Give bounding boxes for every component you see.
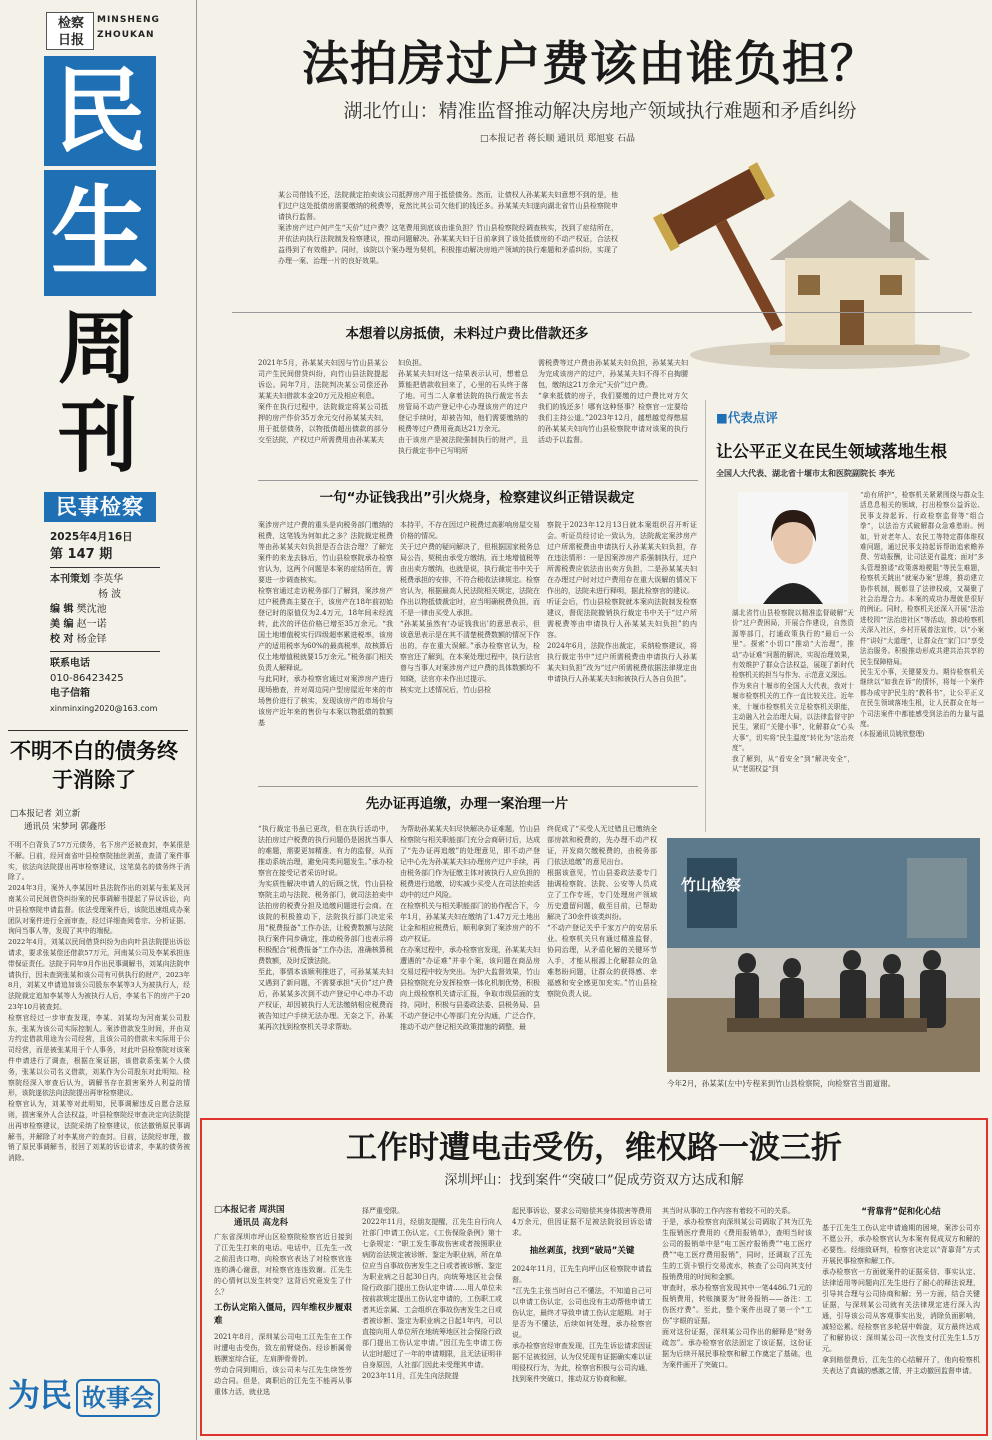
section2-col1: 案涉房产过户费的重头是向税务部门缴纳的税费，这笔钱为何如此之多？法院裁定税费等由孙某某夫妇负担是否合法合理？了解完案件的来龙去脉后，竹山县检察院承办检察官认为，这两个问题是本案的症结所在，需要进一步调查核实。 检察官通过走访税务部门了解到，案涉房产过户税费高主要在于，该房产在18年前初始登记时的原值仅为2.4万元，18年间未经流转，此次的评估价格已增至35万余元。“我国土地增值税实行四级超率累进税率，该房产的适用税率为60%的最高税率，故核算后仅土地增值税就要15万余元。”税务部门相关负责人解释说。 与此同时，承办检察官通过对案涉房产进行现场勘查，并对周边同户型房屋近年来的市场售价进行了核实，发现该房产的市场价与该房产近年来的售价与本案以物抵债的数额基 [258,521,393,727]
story2-col5-heading: “背靠背”促和化心结 [861,1207,941,1217]
comment-author: 全国人大代表、湖北省十堰市太和医院副院长 李光 [716,469,895,478]
story2-col4: 其当时从事的工作内容有着较不可的关系。 于是，承办检察官向深圳某公司调取了其为江先生报销医疗费用的《费用报销单》，查明当时该公司的报销单中是“电工医疗报销费”“电工医疗费”“电工医疗费用报销”，同时，还调取了江先生的工资卡银行交易流水，核查了公司向其支付报销费用的时间和金额。 审查时，承办检察官发现其中一笔4486.71元的报销费用，转账摘要为“财务报销——备注：工伤医疗费”。至此，整个案件出现了第一个“工伤”字眼的证据。 面对这份证据，深圳某公司作出的解释是“财务疏忽”。承办检察官依法固定了该证据，这份证据为后续开展民事检察和解工作奠定了基础，也为案件画开了突破口。 [662,1207,812,1369]
gavel-house-icon [620,140,980,380]
masthead-logo [46,12,94,50]
photo-caption: 今年2月，孙某某(左中)专程来到竹山县检察院，向检察官当面道谢。 [667,1079,896,1088]
story2-subtitle: 深圳坪山：找到案件“突破口”促成劳资双方达成和解 [444,1173,744,1188]
comment-title: 让公平正义在民生领域落地生根 [716,442,947,461]
bottom-logo [8,1372,178,1418]
section2-col2: 本持平，不存在因过户税费过高影响房屋交易价格的情况。 关于过户费的疑问解决了，但根据国家税务总局公告，契税由承受方缴纳，而土地增值税等由出卖方缴纳，也就是说，执行裁定书中关于税费承担的安排，不符合税收法律规定。检察官认为，根据最高人民法院相关规定，法院在作出以物抵债裁定时，应当明确税费负担，而不是一律由买受人承担。 “孙某某虽然有‘办证钱我出’的意思表示，但该意思表示是在其不清楚税费数额的情况下作出的，存在重大误解。”承办检察官认为，检察官还了解到，在本案处理过程中，执行法官曾与当事人对案涉房产过户费的具体数额均不知晓，法官亦未作出过提示。 核实完上述情况后，竹山县检 [400,521,540,694]
story2-col2: 择严重受限。 2022年11月，经朋友提醒，江先生自行向人社部门申请工伤认定。《工伤保险条例》第十七条规定：“职工发生事故伤害或者按照职业病防治法规定被诊断、鉴定为职业病，所在单位应当自事故伤害发生之日或者被诊断、鉴定为职业病之日起30日内，向统筹地区社会保险行政部门提出工伤认定申请……用人单位未按前款规定提出工伤认定申请的，工伤职工或者其近亲属、工会组织在事故伤害发生之日或者被诊断、鉴定为职业病之日起1年内，可以直接向用人单位所在地统筹地区社会保险行政部门提出工伤认定申请。”因江先生申请工伤认定时超过了一年的申请期限，且无法证明非自身原因，人社部门因此未受理其申请。 2023年11月，江先生向法院提 [362,1207,502,1380]
bottom-logo-part1: 为民 [8,1376,73,1414]
section2-heading: 一句“办证钱我出”引火烧身，检察建议纠正错误裁定 [319,490,635,506]
email-value: xinminxing2020@163.com [50,704,158,713]
left-story-byline: □本报记者 刘立新 通讯员 宋梦珂 郭鑫彤 [10,809,106,832]
masthead-en-2: ZHOUKAN [97,30,155,40]
story2-byline: □本报记者 周洪国 通讯员 高龙科 [214,1205,288,1228]
section-badge: 民事检察 [44,492,156,522]
comment-col-right: “动有所护”，检察机关紧紧围绕与群众生活息息相关的领域，打出检察公益诉讼、民事支持起诉、行政检察监督等“组合拳”，以法治方式破解群众急难愁盼。例如，针对老年人、农民工等特定群体维权难问题，通过民事支持起诉帮助追索赡养费、劳动报酬，让司法更有温度；面对“多头管理推诿”政策落地梗阻“等民生难题，检察机关跳出“就案办案”思维，推动建立协作机制，既彰显了法律权威，又凝聚了社会治理合力。本案的成功办理就是很好的例证。同时，检察机关还深入开展“法治进校园”“法治进社区”等活动，推动检察机关深入社区，乡村开展普法宣传，以“小案件”讲好“大道理”，让群众在“家门口”享受法治服务。积极推动形成共建共治共享的民生保障格局。 民生无小事，关键要发力。期待检察机关继续以“如我在诉”的情怀，将每一个案件都办成守护民生的“教科书”，让公平正义在民生领域落地生根，让人民群众在每一个司法案件中都能感受到法治的力量与温度。 (本报通讯员姚欣整理) [860,491,984,739]
story2-col3-heading: 抽丝剥茧，找到“破局”关键 [529,1246,635,1256]
photo-overlay-text: 竹山检察 [681,876,742,894]
left-story-body: 不明不白背负了57万元债务，名下房产还被查封，李某很是不解。日前，经河南省叶县检察院抽丝剥茧，查清了案件事实，依法向法院提出再审检察建议，这笔莫名的债务终于消除了。 2024年3月，案外人李某因叶县法院作出的刘某与张某及河南某公司民间借贷纠纷案的民事调解书提起了异议诉讼，向叶县检察院申请监督。依法受理案件后，该院迅速组成办案团队对案件进行全面审查，经过详细查阅卷宗、分析证据、询问当事人等，发现了其中的端倪。 2022年4月，刘某以民间借贷纠纷为由向叶县法院提出诉讼请求，要求张某偿还借款57万元，河南某公司及李某承担连带保证责任。法院于同年9月作出民事调解书，刘某向法院申请执行，因未查到张某和该公司有可供执行的财产，2023年8月，刘某又申请追加该公司股东李某等3人为被执行人，经法院裁定追加李某等人为被执行人后，李某名下的房产于2023年10月被查封。 检察官经过一步审查发现，李某、刘某均为河南某公司股东，张某为该公司实际控制人。案涉借款发生时间，并由双方约定借款用途为公司经营，且该公司的借款未实际用于公司经营，而是被张某用于个人事务，对此叶县检察院对该案件申请进行了调查，根据在案证据，该借款系张某个人债务，张某以公司名义借款，刘某作为公司股东对此明知。检察院经深入审查后认为，调解书存在损害案外人利益的情形，该院遂依法向法院提出再审检察建议。 检察官认为，刘某等对此明知，民事调解违反自愿合法原则，损害案外人合法权益，叶县检察院经审查决定向法院提出再审检察建议，法院采纳了检察建议，依法撤销原民事调解书，并解除了对李某房产的查封。目前，法院经审理，撤销了原民事调解书，驳回了刘某的诉讼请求，李某的债务被消除。 [8,841,190,1163]
masthead-en-1: MINSHENG [97,15,160,25]
issue-info [50,530,160,716]
story2-title: 工作时遭电击受伤，维权路一波三折 [346,1130,842,1166]
credit-row: 本刊策划 李英华 [50,574,124,585]
section1-heading: 本想着以房抵债，未料过户费比借款还多 [345,326,589,342]
main-subtitle: 湖北竹山：精准监督推动解决房地产领域执行难题和矛盾纠纷 [343,100,857,122]
gavel-house-illustration [620,140,980,380]
title-char-zhou: 周 [58,301,138,395]
title-char-kan: 刊 [58,389,138,483]
author-portrait [738,492,848,604]
section1-col1: 2021年5月，孙某某夫妇因与竹山县某公司产生民间借贷纠纷，向竹山县法院提起诉讼。同年7月，法院判决某公司偿还孙某某夫妇借款本金20万元及相应利息。 案件在执行过程中，法院裁定将某公司抵押的房产作价35万余元交付孙某某夫妇，用于抵偿债务，以物抵债超出债款的部分交至法院，产权过户所需费用由孙某某夫 [258,359,388,444]
meeting-photo [667,838,980,1072]
left-column [0,0,196,1440]
section3-col3: 终促成了“买受人无过错且已缴纳全部房款和税费的，先办理不动产权证，开发商欠缴税费的，由税务部门依法追缴”的意见出台。 根据该意见，竹山县委政法委专门抽调检察院、法院、公安等人员成立了工作专班，专门处理房产领域历史遗留问题，截至目前，已帮助解决了30余件该类纠纷。 “不动产登记关乎千家万户的安居乐业。检察机关只有通过精准监督，协同治理，从矛盾化解的关键环节入手，才能从根源上化解群众的急难愁盼问题，让群众的获得感、幸福感和安全感更加充实。”竹山县检察院负责人说。 [547,825,657,998]
main-title: 法拍房过户费该由谁负担？ [302,37,878,92]
section3-col2: 为帮助孙某某夫妇尽快解决办证难题，竹山县检察院与相关职能部门充分会商研讨后，达成了“先办证再追缴”的处理意见，即不动产登记中心先为孙某某夫妇办理房产过户手续，再由税务部门作为征缴主体对被执行人应负担的税费进行追缴，切实减少买受人在司法拍卖活动中的过户风险。 在检察机关与相关职能部门的协作配合下，今年1月，孙某某夫妇在缴纳了1.47万元土地出让金和相应税费后，顺利拿到了案涉房产的不动产权证。 在办案过程中，承办检察官发现，孙某某夫妇遭遇的“办证难”并非个案，该问题在商品房交易过程中较为突出。为护大监督效果，竹山县检察院充分发挥检察一体化机制优势，积极向上级检察机关请示汇报，争取市级层面的支持，同时，积极与县委政法委、县税务局、县不动产登记中心等部门充分沟通，广泛合作，推动不动产登记相关政策措施的调整，最 [400,825,540,1031]
portrait-image [738,492,848,604]
issue-number: 第 147 期 [50,547,113,562]
section2-col3: 察院于2023年12月13日就本案组织召开听证会。听证员经讨论一致认为，法院裁定案涉房产过户所需税费由申请执行人孙某某夫妇负担，存在违法情形：一是因案涉房产系强制执行，过户所需税费应依法由出卖方负担，二是孙某某夫妇在办理过户时对过户费用存在重大误解的情况下作出的，法院未进行释明，据此检察官的建议。 听证会后，竹山县检察院就本案向法院制发检察建议，督促法院撤销执行裁定书中关于“过户所需税费等由申请执行人孙某某夫妇负担”的内容。 2024年6月，法院作出裁定，采纳检察建议，将执行裁定书中“过户所需税费由申请执行人孙某某夫妇负担”改为“过户所需税费依据法律规定由申请执行人孙某某夫妇和被执行人各自负担”。 [547,521,697,683]
contact-label: 联系电话 [50,658,90,669]
issue-date: 2025年4月16日 [50,531,133,543]
credit-row: 校 对 杨金铎 [50,634,107,645]
credit-row: 杨 波 [98,589,122,600]
story2-col1: 广东省深圳市坪山区检察院检察官近日接到了江先生打来的电话。电话中，江先生一改之前沮丧口吻，向检察官表达了对检察官连连的满心谢意，对检察官连连致谢。江先生的心情何以发生转变？这背后究竟发生了什么？ 工伤认定陷入僵局，四年维权步履艰难 2021年8月，深圳某公司电工江先生在工作时遭电击受伤，致左前臂烧伤。经诊断属骨筋膜室综合征，左肩胛骨骨折。 劳动合同到期后，该公司未与江先生续签劳动合同。但是，离职后的江先生不能再从事重体力活，就业选 [214,1233,352,1396]
section3-col1: “执行裁定书虽已更改，但在执行活动中，法拍房过户税费的执行问题仍是困扰当事人的难题，需要更加精准、有力的监督，从而推动系统治理，避免同类问题发生。”承办检察官在接受记者采访时说。 为实质性解决申请人的后顾之忧，竹山县检察院主动与法院、税务部门，就司法拍卖中法拍房的税费分担及追缴问题进行会商。在该院的积极推动下，法院执行部门决定采用“税费报备”工作办法，让税费数额与法院执行案件同步确定，推动税务部门也表示将积极配合“税费报备”工作办法，准确核算税费数额，及时反馈法院。 至此，事情本该顺利推进了，可孙某某夫妇又遇到了新问题，不需要承担“天价”过户费后，孙某某多次到不动产登记中心申办不动产权证，却因被执行人无法缴纳相应税费而被告知过户手续无法办理。无奈之下，孙某某再次找到检察机关寻求帮助。 [258,825,393,1031]
credit-row: 美 编 赵一诺 [50,619,107,630]
story2-col5: “背靠背”促和化心结 基于江先生工伤认定申请逾期的困境，案涉公司亦不愿公开，承办检察官认为本案有促成双方和解的必要性。经细致研判，检察官决定以“背靠背”方式开展民事检察和解工作。 承办检察官一方面就案件的证据采信、事实认定、法律适用等问题向江先生进行了耐心的释法说理，引导其合理与公司协商和解；另一方面，结合关键证据，与深圳某公司就有关法律规定进行深入沟通，引导该公司从客观事实出发，消除负面影响，减轻讼累。经检察官多轮居中斡旋，双方最终达成了和解协议：深圳某公司一次性支付江先生1.5万元。 拿到赔偿费后，江先生的心结解开了，他向检察机关表达了真诚的感激之情，并主动撤回监督申请。 [822,1207,980,1375]
story2-col1-heading: 工伤认定陷入僵局，四年维权步履艰难 [214,1303,352,1326]
credit-row: 编 辑 樊沈池 [50,604,107,615]
masthead-logo-text: 检察日报 [57,16,84,48]
main-byline: □本报记者 蒋长顺 通讯员 郑旭宴 石晶 [480,134,635,144]
title-char-min: 民 [44,56,156,166]
main-lead: 某公司借钱不还，法院裁定拍卖该公司抵押房产用于抵偿债务。然而，让债权人孙某某夫妇意想不到的是，他们过户这处抵债房需要缴纳的税费等，竟然比其公司欠他们的钱还多。孙某某夫妇遂向湖北省竹山县检察院申请执行监督。 案涉房产过户何产生“天价”过户费？这笔费用到底该由谁负担？竹山县检察院经调查核实，找到了症结所在，并依法向执行法院制发检察建议，推动问题解决。孙某某夫妇于日前拿到了该处抵债房的不动产权证，合法权益得到了有效维护。同时，该院以个案办理为契机，积极推动解决房地产领域的执行难题和矛盾纠纷，实现了办理一案、治理一片的良好效果。 [278,191,618,265]
title-char-sheng: 生 [44,170,156,296]
section3-heading: 先办证再追缴，办理一案治理一片 [365,796,569,812]
comment-tag: ■代表点评 [716,410,778,425]
story2-col3: 起民事诉讼，要求公司赔偿其身体损害等费用4万余元，但因证据不足被法院驳回诉讼请求。 抽丝剥茧，找到“破局”关键 2024年11月，江先生向坪山区检察院申请监督。 “江先生主张当时自己不懂法，不知道自己可以申请工伤认定，公司也没有主动帮他申请工伤认定，最终才导致申请工伤认定超期。对于是否为不懂法，后续如何处理，承办检察官说。 承办检察官经审查发现，江先生诉讼请求因证据不足被驳回，认为仅凭现有证据确实难以证明侵权行为，为此，检察官积极与公司沟通，找到案件突破口，推动双方协商和解。 [512,1207,652,1383]
section1-col2: 妇负担。 孙某某夫妇对这一结果表示认可，想着总算能把借款收回来了，心里的石头终于落了地。可当二人拿着法院的执行裁定书去房管局不动产登记中心办理该房产的过户登记手续时，却被告知，他们需要缴纳的税费等过户费用竟高达21万余元。 由于该房产是被法院强制执行的财产，且执行裁定书中已写明所 [398,359,528,455]
comment-col-left: 湖北省竹山县检察院以精准监督破解“天价”过户费困局，开展合作建设，自然资源等部门，打通政策执行的“最后一公里”。探索“小切口”推动“大治理”，推动“办证难”问题的解决，实现治理效果，有效维护了群众合法权益，展现了新时代检察机关的担当与作为、示范意义深远。 作为来自十堰市的全国人大代表，我对十堰市检察机关的工作一直比较关注。近年来，十堰市检察机关立足检察机关职能，主动融入社会治理大局，以法律监督守护民生，紧盯“关键小事”，化解群众“心头大事”，切实将“民生温度”转化为“法治亮度”。 我了解到，从“看安全”到“解决安全”，从“老弱权益”到 [732,609,854,774]
contact-phone: 010-86423425 [50,673,124,684]
bottom-logo-part2: 故事会 [76,1379,160,1417]
email-label: 电子信箱 [50,688,90,699]
section1-col3: 需税费等过户费由孙某某夫妇负担，孙某某夫妇为完成该房产的过户，孙某某夫妇不得不自掏腰包，缴纳这21万余元“天价”过户费。 “拿来抵债的房子，我们要缴的过户费比对方欠我们的钱还多！哪有这种怪事？检察官一定要给我们主持公道。”2023年12月，越想越觉得憋屈的孙某某夫妇向竹山县检察院申请对该案的执行活动予以监督。 [538,359,688,444]
left-story-title: 不明不白的债务终于消除了 [10,738,178,792]
